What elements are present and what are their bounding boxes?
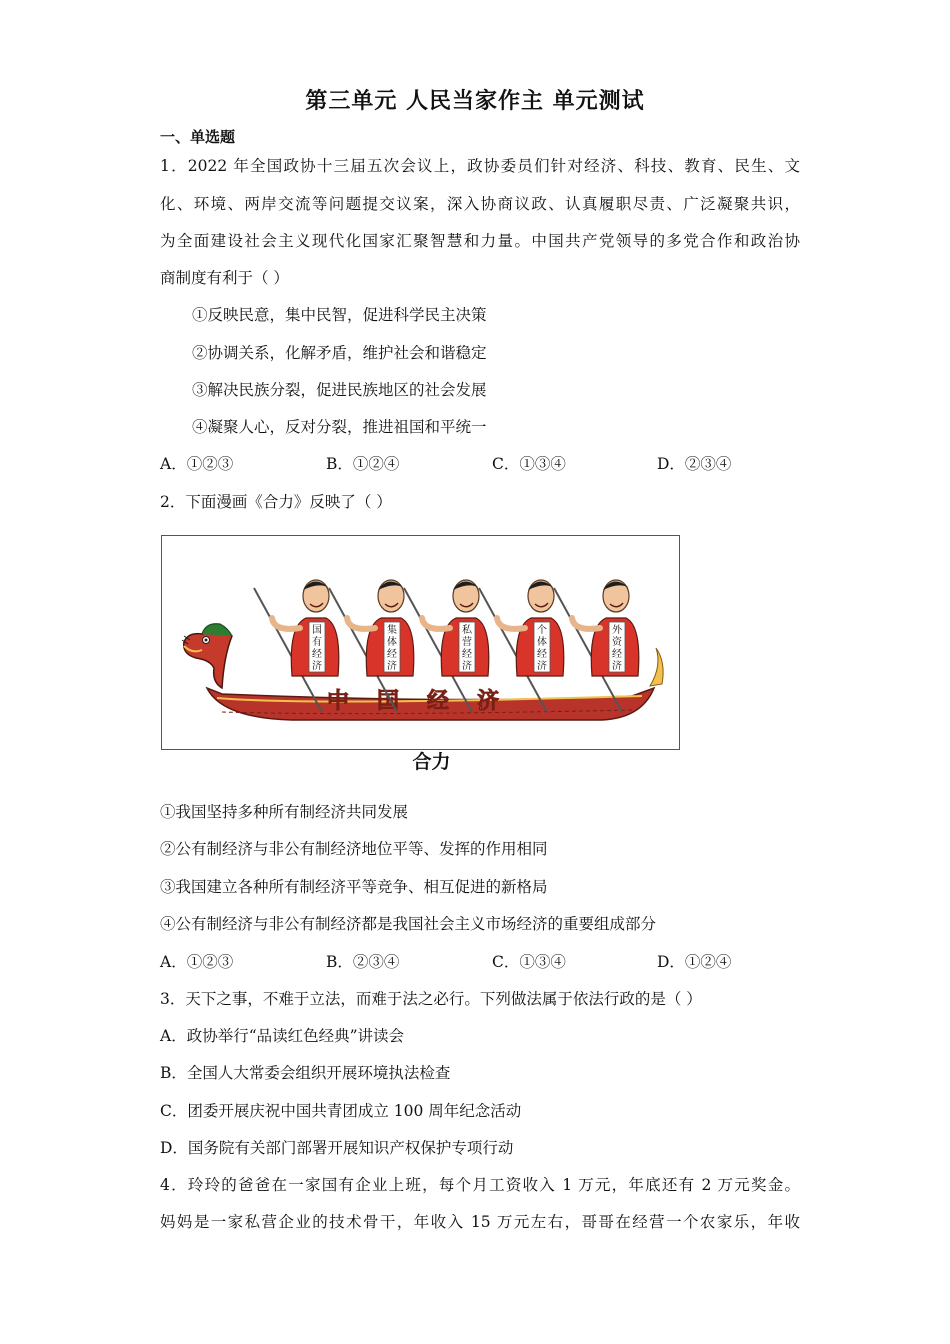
q1-item-4: ④凝聚人心，反对分裂，推进祖国和平统一	[192, 418, 487, 436]
rower-label-char: 济	[537, 661, 547, 672]
rower-label-char: 经	[387, 649, 397, 660]
rower-label-char: 个	[537, 625, 547, 636]
q2-choice-b[interactable]: B．②③④	[326, 953, 400, 971]
dragon-boat-illustration	[162, 536, 679, 749]
dragon-tail	[650, 648, 663, 686]
q1-choice-c[interactable]: C．①③④	[492, 455, 566, 473]
q2-item-4: ④公有制经济与非公有制经济都是我国社会主义市场经济的重要组成部分	[160, 915, 657, 933]
rower-label-char: 经	[462, 649, 472, 660]
q2-choice-c[interactable]: C．①③④	[492, 953, 566, 971]
section-heading: 一、单选题	[160, 128, 236, 146]
rower-label-char: 集	[387, 625, 397, 636]
q1-stem-line-2: 化、环境、两岸交流等问题提交议案，深入协商议政、认真履职尽责、广泛凝聚共识，	[160, 195, 800, 213]
q2-choice-d[interactable]: D．①②④	[657, 953, 732, 971]
rower-label-char: 国	[312, 625, 322, 636]
rower-label-char: 经	[537, 649, 547, 660]
rower-label-char: 济	[312, 661, 322, 672]
rower-label-char: 营	[462, 637, 472, 648]
q1-stem-line-3: 为全面建设社会主义现代化国家汇聚智慧和力量。中国共产党领导的多党合作和政治协	[160, 232, 800, 250]
q3-stem: 3．天下之事，不难于立法，而难于法之必行。下列做法属于依法行政的是（ ）	[160, 990, 702, 1008]
rower-label-char: 济	[387, 661, 397, 672]
q2-item-1: ①我国坚持多种所有制经济共同发展	[160, 803, 409, 821]
rower-label-char: 济	[462, 661, 472, 672]
q1-stem-line-1: 1．2022 年全国政协十三届五次会议上，政协委员们针对经济、科技、教育、民生、文	[160, 157, 800, 175]
q1-choice-a[interactable]: A．①②③	[160, 455, 234, 473]
q3-choice-b[interactable]: B．全国人大常委会组织开展环境执法检查	[160, 1064, 451, 1082]
q1-item-3: ③解决民族分裂，促进民族地区的社会发展	[192, 381, 487, 399]
rower-label-char: 经	[312, 649, 322, 660]
q1-choice-d[interactable]: D．②③④	[657, 455, 732, 473]
q2-item-3: ③我国建立各种所有制经济平等竞争、相互促进的新格局	[160, 878, 548, 896]
q3-choice-d[interactable]: D．国务院有关部门部署开展知识产权保护专项行动	[160, 1139, 514, 1157]
cartoon-figure	[161, 535, 680, 750]
page-title: 第三单元 人民当家作主 单元测试	[305, 89, 645, 114]
q1-item-1: ①反映民意，集中民智，促进科学民主决策	[192, 306, 487, 324]
q1-choice-b[interactable]: B．①②④	[326, 455, 400, 473]
boat-text-label: 中国经济	[326, 689, 528, 714]
q3-choice-a[interactable]: A．政协举行“品读红色经典”讲读会	[160, 1027, 405, 1045]
rower-label-char: 外	[612, 625, 622, 636]
q4-stem-line-1: 4．玲玲的爸爸在一家国有企业上班，每个月工资收入 1 万元，年底还有 2 万元奖金。	[160, 1176, 800, 1194]
q2-stem: 2．下面漫画《合力》反映了（ ）	[160, 493, 392, 511]
q2-item-2: ②公有制经济与非公有制经济地位平等、发挥的作用相同	[160, 840, 548, 858]
boat-text	[327, 688, 527, 714]
rower-label-char: 经	[612, 649, 622, 660]
rower-label-char: 有	[312, 637, 322, 648]
q1-item-2: ②协调关系，化解矛盾，维护社会和谐稳定	[192, 344, 487, 362]
q1-stem-line-4: 商制度有利于（ ）	[160, 269, 289, 287]
rower-label-char: 体	[387, 637, 397, 648]
rower-label-char: 资	[612, 637, 622, 648]
rower-label-char: 私	[462, 625, 472, 636]
dragon-head	[182, 624, 232, 688]
cartoon-caption: 合力	[412, 751, 451, 773]
rower-5	[554, 580, 639, 712]
q2-choice-a[interactable]: A．①②③	[160, 953, 234, 971]
rower-label-char: 济	[612, 661, 622, 672]
q4-stem-line-2: 妈妈是一家私营企业的技术骨干，年收入 15 万元左右，哥哥在经营一个农家乐，年收	[160, 1213, 800, 1231]
q3-choice-c[interactable]: C．团委开展庆祝中国共青团成立 100 周年纪念活动	[160, 1102, 522, 1120]
rower-label-char: 体	[537, 637, 547, 648]
